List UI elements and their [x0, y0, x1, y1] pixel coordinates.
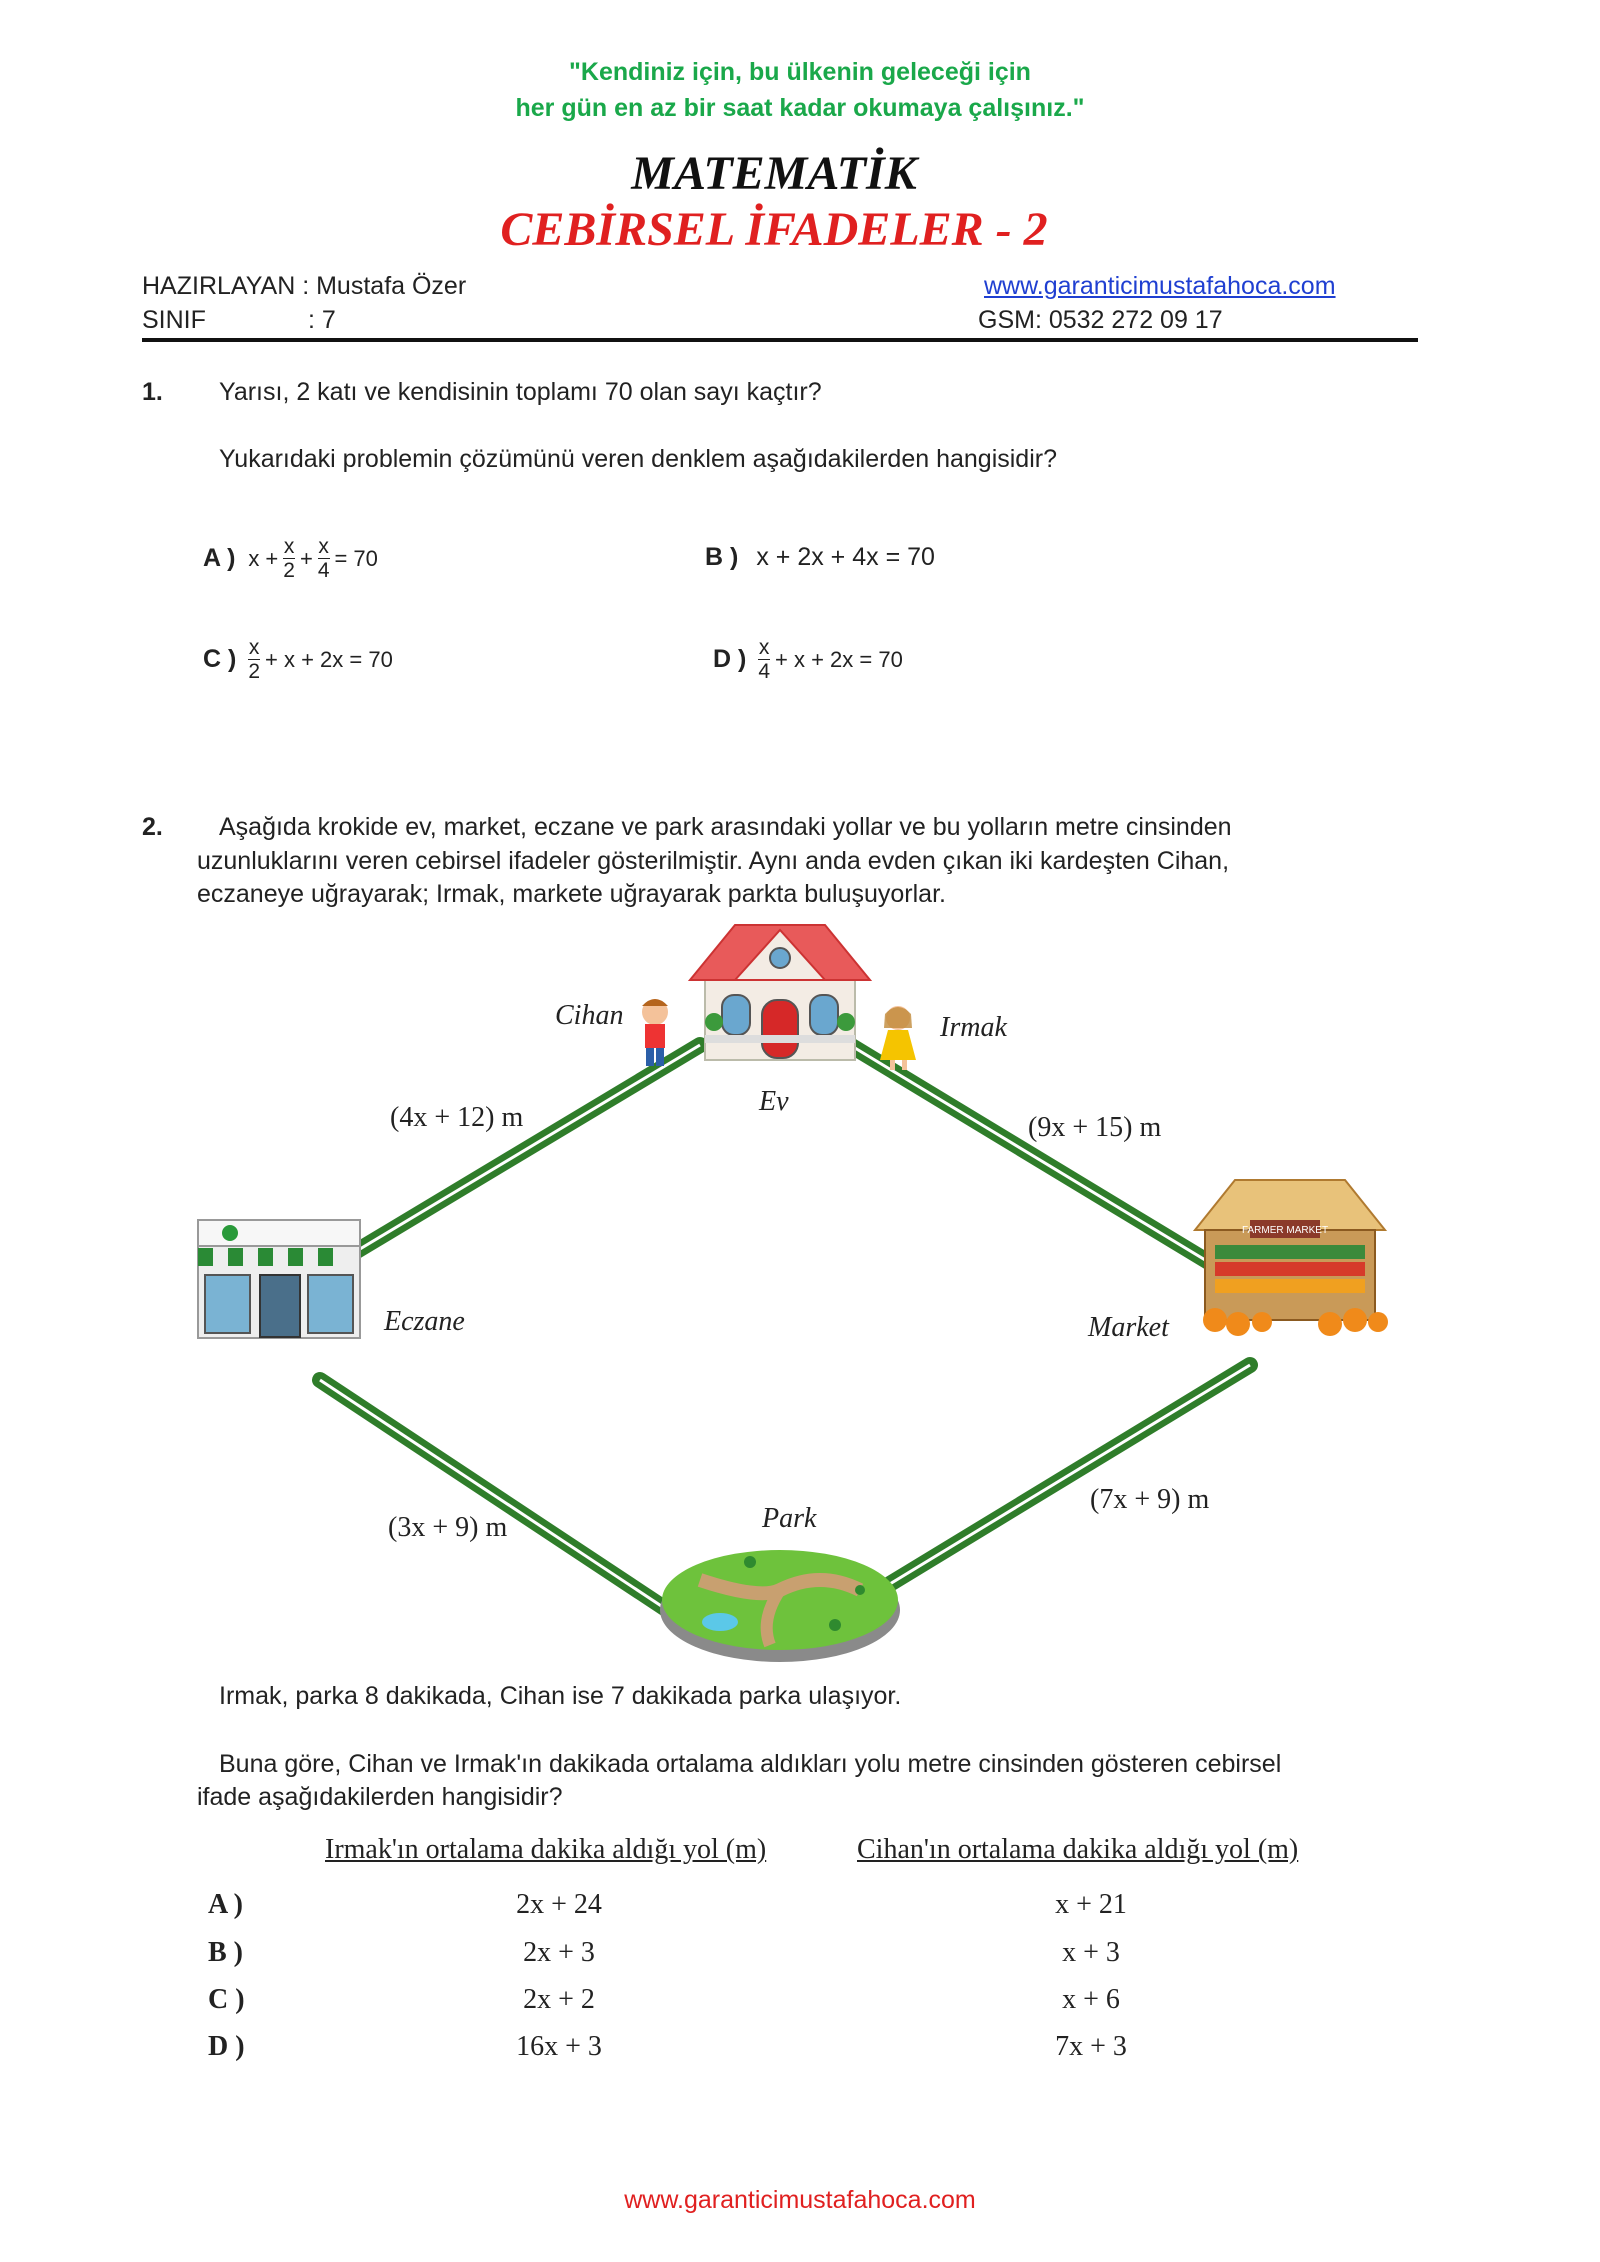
road-market-park-length: (7x + 9) m	[1090, 1484, 1210, 1515]
motivational-quote-line-2: her gün en az bir saat kadar okumaya çalışınız."	[515, 94, 1085, 122]
motivational-quote-line-1: "Kendiniz için, bu ülkenin geleceği için	[569, 58, 1031, 86]
class-value: : 7	[308, 306, 336, 334]
pharmacy-icon	[198, 1220, 360, 1338]
q1-option-d[interactable]	[713, 636, 906, 683]
eczane-label: Eczane	[384, 1306, 465, 1337]
row-cihan-value: x + 6	[1062, 1984, 1120, 2015]
option-label: C )	[203, 645, 237, 673]
q2-text-line-3: eczaneye uğrayarak; Irmak, markete uğrayarak parkta buluşuyorlar.	[197, 880, 946, 908]
q1-number: 1.	[142, 378, 163, 406]
row-cihan-value: 7x + 3	[1055, 2031, 1127, 2062]
class-label: SINIF	[142, 306, 206, 334]
row-irmak-value: 2x + 24	[516, 1889, 602, 1920]
q1-option-a[interactable]	[203, 535, 381, 582]
road-ev-market	[850, 1045, 1230, 1275]
table-row[interactable]	[208, 2031, 1408, 2063]
table-row[interactable]	[208, 1937, 1408, 1969]
q2-text-line-1: Aşağıda krokide ev, market, eczane ve park arasındaki yollar ve bu yolların metre cinsinden	[219, 813, 1232, 841]
road-ev-eczane	[325, 1045, 700, 1270]
row-cihan-value: x + 21	[1055, 1889, 1127, 1920]
q2-info: Irmak, parka 8 dakikada, Cihan ise 7 dakikada parka ulaşıyor.	[219, 1682, 902, 1710]
road-market-park	[880, 1365, 1250, 1590]
option-a-equation: x + $\frac{x}{2}$ + $\frac{x}{4}$ = 70	[248, 535, 378, 582]
author-label: HAZIRLAYAN : Mustafa Özer	[142, 272, 467, 300]
q2-number: 2.	[142, 813, 163, 841]
q1-prompt: Yukarıdaki problemin çözümünü veren denklem aşağıdakilerden hangisidir?	[219, 445, 1057, 473]
option-b-equation: x + 2x + 4x = 70	[756, 543, 935, 571]
row-label: A )	[208, 1889, 243, 1920]
q1-option-c[interactable]	[203, 636, 396, 683]
table-header-irmak: Irmak'ın ortalama dakika aldığı yol (m)	[325, 1834, 767, 1865]
website-link[interactable]: www.garanticimustafahoca.com	[984, 272, 1336, 300]
gsm-number: GSM: 0532 272 09 17	[978, 306, 1223, 334]
cihan-label: Cihan	[555, 1000, 624, 1031]
road-ev-eczane-length: (4x + 12) m	[390, 1102, 524, 1133]
market-stall-icon	[1195, 1180, 1388, 1336]
q2-text-line-2: uzunluklarını veren cebirsel ifadeler gösterilmiştir. Aynı anda evden çıkan iki kardeşten Cihan,	[197, 847, 1230, 875]
row-irmak-value: 2x + 3	[523, 1937, 595, 1968]
ev-label: Ev	[759, 1086, 789, 1117]
boy-icon	[642, 999, 668, 1066]
row-label: D )	[208, 2031, 245, 2062]
header-divider	[142, 338, 1418, 342]
park-icon	[660, 1550, 900, 1662]
option-label: A )	[203, 544, 236, 572]
q1-option-b[interactable]	[705, 543, 935, 572]
road-eczane-park	[320, 1380, 690, 1625]
row-cihan-value: x + 3	[1062, 1937, 1120, 1968]
route-map	[0, 900, 1600, 1680]
svg-text:FARMER MARKET: FARMER MARKET	[1241, 1225, 1329, 1236]
irmak-label: Irmak	[940, 1012, 1007, 1043]
market-label: Market	[1088, 1312, 1169, 1343]
option-d-equation: $\frac{x}{4}$ + x + 2x = 70	[758, 636, 903, 683]
table-row[interactable]	[208, 1889, 1408, 1921]
option-label: B )	[705, 543, 739, 571]
row-label: C )	[208, 1984, 245, 2015]
option-c-equation: $\frac{x}{2}$ + x + 2x = 70	[248, 636, 393, 683]
q2-prompt-line-1: Buna göre, Cihan ve Irmak'ın dakikada ortalama aldıkları yolu metre cinsinden gösteren cebirsel	[219, 1750, 1282, 1778]
park-label: Park	[762, 1503, 817, 1534]
table-header-cihan: Cihan'ın ortalama dakika aldığı yol (m)	[857, 1834, 1299, 1865]
row-label: B )	[208, 1937, 243, 1968]
option-label: D )	[713, 645, 747, 673]
footer-website[interactable]: www.garanticimustafahoca.com	[624, 2186, 976, 2214]
row-irmak-value: 2x + 2	[523, 1984, 595, 2015]
table-row[interactable]	[208, 1984, 1408, 2016]
house-icon	[690, 925, 870, 1060]
page-subtitle: CEBİRSEL İFADELER - 2	[500, 203, 1048, 256]
road-ev-market-length: (9x + 15) m	[1028, 1112, 1162, 1143]
q2-prompt-line-2: ifade aşağıdakilerden hangisidir?	[197, 1783, 563, 1811]
q1-text: Yarısı, 2 katı ve kendisinin toplamı 70 olan sayı kaçtır?	[219, 378, 822, 406]
page-title: MATEMATİK	[631, 147, 917, 200]
road-eczane-park-length: (3x + 9) m	[388, 1512, 508, 1543]
row-irmak-value: 16x + 3	[516, 2031, 602, 2062]
